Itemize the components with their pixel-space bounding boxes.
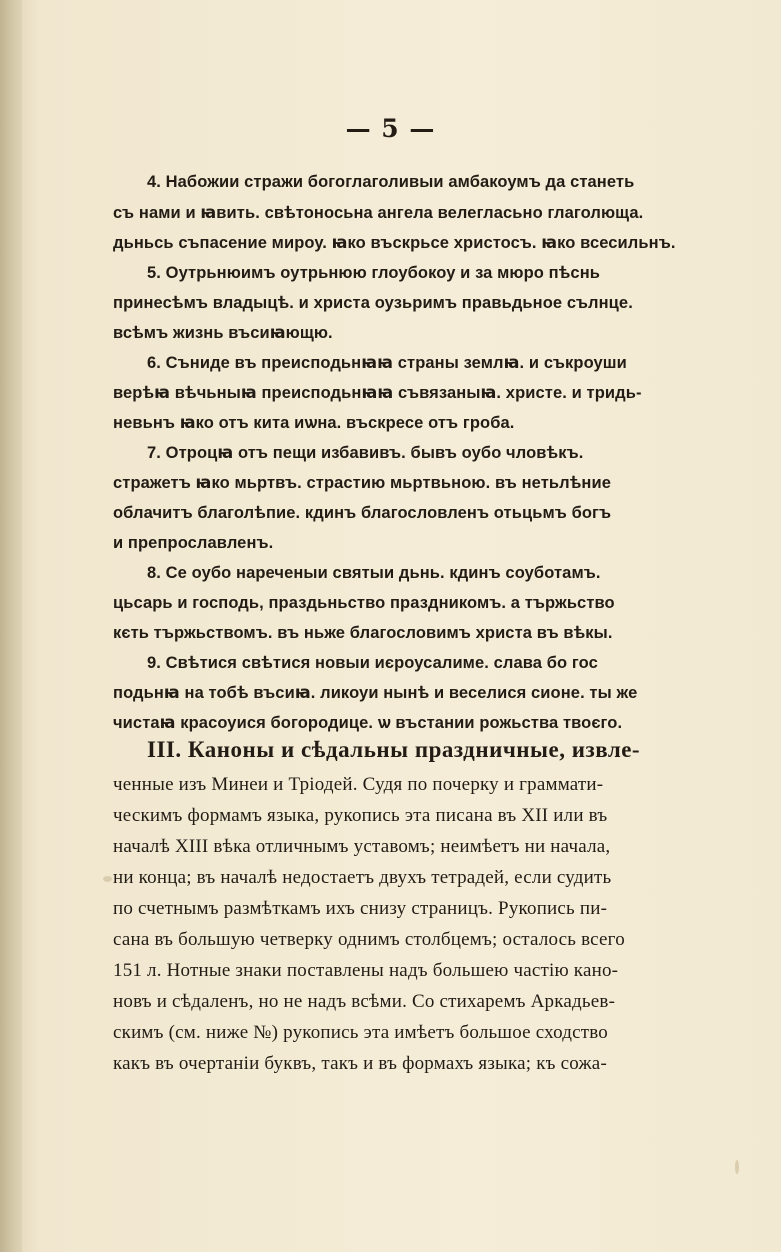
text-line: началѣ XIII вѣка отличнымъ уставомъ; неимѣетъ ни начала, <box>113 836 611 857</box>
ink-blot <box>735 1160 739 1174</box>
text-line: 151 л. Нотные знаки поставлены надъ большею частію кано- <box>113 960 619 981</box>
text-line: 7. Отроцꙗ отъ пещи избавивъ. бывъ оубо чловѣкъ. <box>147 444 584 462</box>
text-line: и препрославленъ. <box>113 534 274 552</box>
text-line: кєть тържьствомъ. въ ньже благословимъ христа въ вѣкы. <box>113 624 613 642</box>
text-line: 8. Се оубо нареченыи святыи дьнь. кдинъ соуботамъ. <box>147 564 601 582</box>
book-gutter <box>0 0 22 1252</box>
text-line: 5. Оутрьнюимъ оутрьнюю глоубокоу и за мюро пѣснь <box>147 264 601 282</box>
text-line: облачитъ благолѣпие. кдинъ благословленъ отьцьмъ богъ <box>113 504 612 522</box>
section-heading: III. Каноны и сѣдальны праздничные, извле- <box>147 737 641 762</box>
text-line: принесѣмъ владыцѣ. и христа оузьримъ правьдьное сълнце. <box>113 294 633 312</box>
text-line: новъ и сѣдаленъ, но не надъ всѣми. Со стихаремъ Аркадьев- <box>113 991 616 1012</box>
text-line: какъ въ очертаніи буквъ, такъ и въ формахъ языка; къ сожа- <box>113 1053 607 1074</box>
text-line: по счетнымъ размѣткамъ ихъ снизу страницъ. Рукопись пи- <box>113 898 608 919</box>
text-line: подьнꙗ на тобѣ въсиꙗ. ликоуи нынѣ и веселися сионе. ты же <box>113 684 638 702</box>
ink-blot <box>103 876 112 882</box>
text-line: всѣмъ жизнь въсиꙗющю. <box>113 324 333 342</box>
text-line: верѣꙗ вѣчьныꙗ преисподьнꙗꙗ съвязаныꙗ. христе. и тридь- <box>113 384 642 402</box>
text-line: цьсарь и господь, праздьньство праздникомъ. а тържьство <box>113 594 615 612</box>
text-line: 9. Свѣтися свѣтися новыи иєроусалиме. слава бо гос <box>147 654 598 672</box>
text-line: 6. Сънидe въ преисподьнꙗꙗ страны землꙗ. и съкроуши <box>147 354 627 372</box>
text-line: ни конца; въ началѣ недостаетъ двухъ тетрадей, если судить <box>113 867 612 888</box>
text-line: сана въ большую четверку однимъ столбцемъ; осталось всего <box>113 929 625 950</box>
text-line: 4. Набожии стражи богоглаголивыи амбакоумъ да станеть <box>147 173 635 191</box>
page-number: — 5 — <box>345 114 436 143</box>
text-line: ченные изъ Минеи и Тріодей. Судя по почерку и граммати- <box>113 774 604 795</box>
text-line: съ нами и ꙗвить. свѣтоносьна ангела велеглаcьно глаголюща. <box>113 204 644 222</box>
text-line: дьньсь съпасение мироу. ꙗко въскрьсе христосъ. ꙗко всесильнъ. <box>113 234 676 252</box>
text-line: чистаꙗ красоуися богородице. ѡ въстании рожьства твоєго. <box>113 714 623 732</box>
text-line: скимъ (см. ниже №) рукопись эта имѣетъ большое сходство <box>113 1022 608 1043</box>
text-line: ческимъ формамъ языка, рукопись эта писана въ XII или въ <box>113 805 608 826</box>
text-line: невьнъ ꙗко отъ кита иѡна. въскресе отъ гроба. <box>113 414 515 432</box>
text-line: стражетъ ꙗко мьртвъ. страстию мьртвьною. въ нетьлѣние <box>113 474 612 492</box>
